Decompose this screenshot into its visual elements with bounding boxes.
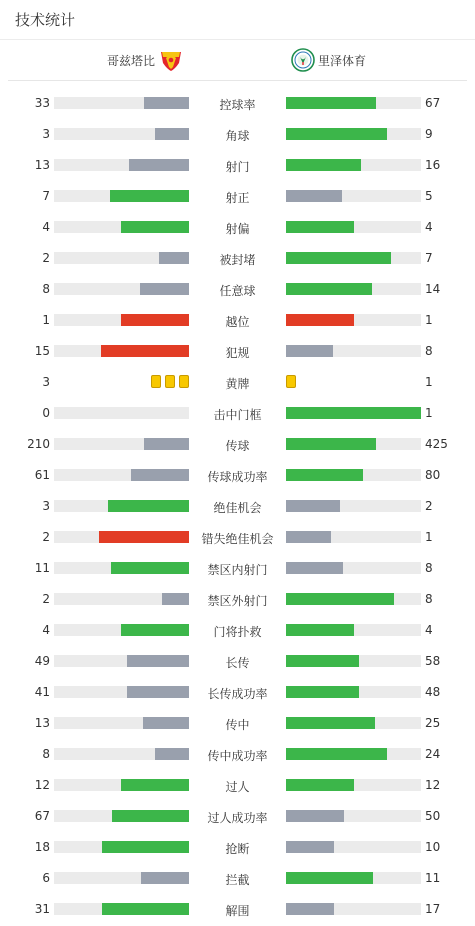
home-stat-bar-track <box>54 655 189 667</box>
stat-row <box>0 585 475 616</box>
away-stat-bar-track <box>286 190 421 202</box>
home-stat-bar-track <box>54 903 189 915</box>
away-stat-bar <box>286 221 354 233</box>
away-stat-value: 67 <box>425 96 441 110</box>
stat-row <box>0 306 475 337</box>
home-stat-value: 7 <box>42 189 50 203</box>
away-stat-bar-track <box>286 469 421 481</box>
stat-row <box>0 647 475 678</box>
stat-label: 门将扑救 <box>213 625 262 639</box>
home-stat-value: 12 <box>34 778 50 792</box>
home-stat-value: 6 <box>42 871 50 885</box>
home-stat-bar-track <box>54 717 189 729</box>
home-stat-bar-track <box>54 500 189 512</box>
stat-label: 射门 <box>225 160 250 174</box>
stat-label: 抢断 <box>225 842 250 856</box>
home-stat-bar <box>99 531 189 543</box>
home-stat-bar-track <box>54 128 189 140</box>
home-stat-value: 61 <box>34 468 50 482</box>
away-stat-bar <box>286 872 373 884</box>
away-stat-value: 1 <box>425 375 433 389</box>
home-team[interactable] <box>107 48 183 72</box>
home-stat-bar <box>127 686 189 698</box>
stat-row <box>0 523 475 554</box>
away-stat-bar-track <box>286 159 421 171</box>
stat-label: 传球 <box>225 439 250 453</box>
away-stat-bar <box>286 903 334 915</box>
stat-label: 绝佳机会 <box>213 501 262 515</box>
away-stat-value: 8 <box>425 592 433 606</box>
away-stat-value: 8 <box>425 344 433 358</box>
away-stat-bar <box>286 97 376 109</box>
away-stat-value: 11 <box>425 871 441 885</box>
stat-row <box>0 368 475 399</box>
away-stat-value: 12 <box>425 778 441 792</box>
away-stat-bar <box>286 810 344 822</box>
stat-row <box>0 833 475 864</box>
away-stat-bar-track <box>286 841 421 853</box>
home-stat-bar-track <box>54 593 189 605</box>
home-stat-bar-track <box>54 562 189 574</box>
stat-label: 拦截 <box>225 873 250 887</box>
home-stat-value: 13 <box>34 158 50 172</box>
away-stat-bar-track <box>286 810 421 822</box>
stat-row <box>0 492 475 523</box>
home-stat-value: 2 <box>42 592 50 606</box>
home-stat-value: 2 <box>42 251 50 265</box>
home-stat-bar-track <box>54 97 189 109</box>
away-stat-bar-track <box>286 314 421 326</box>
home-stat-bar <box>102 841 189 853</box>
stat-label: 禁区外射门 <box>207 594 268 608</box>
home-stat-bar-track <box>54 686 189 698</box>
home-stat-bar-track <box>54 283 189 295</box>
home-stat-value: 67 <box>34 809 50 823</box>
stat-row <box>0 182 475 213</box>
away-stat-value: 4 <box>425 220 433 234</box>
stat-label: 射正 <box>225 191 250 205</box>
home-stat-bar <box>159 252 189 264</box>
stat-label: 击中门框 <box>213 408 262 422</box>
home-stat-value: 3 <box>42 375 50 389</box>
home-team-name: 哥兹塔比 <box>106 53 155 68</box>
home-stat-bar <box>121 624 189 636</box>
stat-label: 禁区内射门 <box>207 563 268 577</box>
away-stat-bar-track <box>286 438 421 450</box>
away-stat-bar-track <box>286 655 421 667</box>
stats-header <box>0 0 475 40</box>
goztepe-logo-icon <box>159 48 183 72</box>
stat-row <box>0 864 475 895</box>
away-stat-value: 9 <box>425 127 433 141</box>
away-stat-value: 25 <box>425 716 441 730</box>
yellow-card-icon <box>165 375 175 388</box>
away-stat-value: 1 <box>425 406 433 420</box>
away-stat-value: 16 <box>425 158 441 172</box>
stat-label: 错失绝佳机会 <box>201 532 274 546</box>
away-stat-bar <box>286 469 363 481</box>
home-stat-value: 3 <box>42 127 50 141</box>
home-stat-bar-track <box>54 810 189 822</box>
away-stat-bar-track <box>286 624 421 636</box>
away-stat-bar-track <box>286 531 421 543</box>
stat-label: 犯规 <box>225 346 250 360</box>
away-stat-bar-track <box>286 686 421 698</box>
home-stat-value: 49 <box>34 654 50 668</box>
away-stat-value: 10 <box>425 840 441 854</box>
away-stat-bar <box>286 624 354 636</box>
stat-label: 传球成功率 <box>207 470 268 484</box>
teams-row <box>8 40 467 81</box>
home-stat-bar <box>143 717 189 729</box>
home-stat-value: 3 <box>42 499 50 513</box>
home-stat-value: 31 <box>34 902 50 916</box>
stat-row <box>0 895 475 926</box>
away-stat-bar-track <box>286 903 421 915</box>
home-stat-value: 8 <box>42 282 50 296</box>
home-stat-bar-track <box>54 190 189 202</box>
away-stat-bar-track <box>286 128 421 140</box>
stat-label: 传中成功率 <box>207 749 268 763</box>
away-stat-value: 425 <box>425 437 448 451</box>
stat-row <box>0 771 475 802</box>
home-stat-bar <box>140 283 189 295</box>
stat-row <box>0 244 475 275</box>
home-stat-bar <box>110 190 189 202</box>
home-stat-value: 41 <box>34 685 50 699</box>
away-stat-bar <box>286 128 387 140</box>
stat-label: 角球 <box>225 129 250 143</box>
home-stat-bar <box>141 872 189 884</box>
home-stat-bar-track <box>54 407 189 419</box>
away-stat-value: 80 <box>425 468 441 482</box>
stat-row <box>0 89 475 120</box>
home-stat-value: 1 <box>42 313 50 327</box>
away-yellow-cards <box>286 375 300 388</box>
away-stat-bar-track <box>286 407 421 419</box>
home-stat-bar-track <box>54 624 189 636</box>
away-stat-bar-track <box>286 97 421 109</box>
away-stat-bar <box>286 562 343 574</box>
stat-row <box>0 120 475 151</box>
stat-label: 黄牌 <box>225 377 250 391</box>
home-stat-bar-track <box>54 531 189 543</box>
away-stat-value: 1 <box>425 530 433 544</box>
away-stat-bar <box>286 779 354 791</box>
stat-label: 控球率 <box>219 98 256 112</box>
home-stat-bar <box>121 221 189 233</box>
away-stat-value: 17 <box>425 902 441 916</box>
stat-row <box>0 678 475 709</box>
home-stat-bar <box>144 438 189 450</box>
home-stat-bar <box>127 655 189 667</box>
away-stat-bar <box>286 655 359 667</box>
stat-label: 过人成功率 <box>207 811 268 825</box>
stat-label: 越位 <box>225 315 250 329</box>
stat-label: 过人 <box>225 780 250 794</box>
home-stat-bar <box>111 562 189 574</box>
home-stat-bar <box>121 314 189 326</box>
home-stat-bar <box>155 748 189 760</box>
away-stat-bar-track <box>286 748 421 760</box>
home-stat-bar <box>108 500 189 512</box>
home-stat-bar <box>162 593 189 605</box>
away-team[interactable] <box>291 48 366 72</box>
home-stat-bar <box>121 779 189 791</box>
away-stat-value: 1 <box>425 313 433 327</box>
away-stat-value: 24 <box>425 747 441 761</box>
home-stat-bar-track <box>54 779 189 791</box>
page-title: 技术统计 <box>15 11 76 29</box>
stat-row <box>0 213 475 244</box>
away-stat-bar <box>286 748 387 760</box>
home-stat-value: 0 <box>42 406 50 420</box>
away-stat-bar <box>286 345 333 357</box>
away-stat-value: 8 <box>425 561 433 575</box>
stat-row <box>0 151 475 182</box>
away-stat-value: 58 <box>425 654 441 668</box>
away-stat-bar <box>286 314 354 326</box>
yellow-card-icon <box>286 375 296 388</box>
home-stat-value: 210 <box>27 437 50 451</box>
stat-row <box>0 802 475 833</box>
away-stat-bar-track <box>286 593 421 605</box>
stat-label: 被封堵 <box>219 253 256 267</box>
stat-row <box>0 399 475 430</box>
stat-label: 解围 <box>225 904 250 918</box>
stat-row <box>0 275 475 306</box>
home-stat-bar-track <box>54 252 189 264</box>
away-stat-bar <box>286 686 359 698</box>
stat-row <box>0 430 475 461</box>
away-stat-value: 5 <box>425 189 433 203</box>
stat-label: 长传 <box>225 656 250 670</box>
away-stat-bar <box>286 531 331 543</box>
away-stat-bar-track <box>286 717 421 729</box>
home-stat-value: 33 <box>34 96 50 110</box>
home-stat-value: 15 <box>34 344 50 358</box>
home-stat-bar <box>101 345 189 357</box>
home-stat-bar-track <box>54 841 189 853</box>
home-stat-bar-track <box>54 159 189 171</box>
home-stat-bar-track <box>54 221 189 233</box>
stat-label: 射偏 <box>225 222 250 236</box>
home-stat-value: 4 <box>42 220 50 234</box>
stat-row <box>0 740 475 771</box>
away-stat-bar <box>286 252 391 264</box>
away-stat-bar-track <box>286 283 421 295</box>
home-stat-bar <box>155 128 189 140</box>
home-stat-bar-track <box>54 314 189 326</box>
home-stat-value: 11 <box>34 561 50 575</box>
away-stat-value: 14 <box>425 282 441 296</box>
away-stat-bar <box>286 500 340 512</box>
away-stat-bar <box>286 283 372 295</box>
away-stat-bar <box>286 190 342 202</box>
away-stat-value: 7 <box>425 251 433 265</box>
home-stat-bar <box>144 97 189 109</box>
home-stat-value: 4 <box>42 623 50 637</box>
away-stat-bar <box>286 159 361 171</box>
home-stat-bar-track <box>54 748 189 760</box>
home-stat-bar <box>102 903 189 915</box>
away-stat-bar-track <box>286 345 421 357</box>
stat-row <box>0 337 475 368</box>
away-stat-bar <box>286 593 394 605</box>
away-stat-bar <box>286 407 421 419</box>
home-stat-value: 2 <box>42 530 50 544</box>
away-stat-bar-track <box>286 252 421 264</box>
away-team-name: 里泽体育 <box>318 53 367 68</box>
home-stat-bar <box>129 159 189 171</box>
away-stat-bar <box>286 841 334 853</box>
stat-row <box>0 554 475 585</box>
away-stat-bar-track <box>286 500 421 512</box>
home-stat-value: 8 <box>42 747 50 761</box>
stat-label: 传中 <box>225 718 250 732</box>
home-stat-bar <box>131 469 189 481</box>
away-stat-value: 4 <box>425 623 433 637</box>
away-stat-value: 50 <box>425 809 441 823</box>
away-stat-bar <box>286 717 375 729</box>
home-stat-value: 18 <box>34 840 50 854</box>
away-stat-value: 48 <box>425 685 441 699</box>
away-stat-bar-track <box>286 562 421 574</box>
stat-label: 任意球 <box>219 284 256 298</box>
yellow-card-icon <box>151 375 161 388</box>
away-stat-bar-track <box>286 872 421 884</box>
stat-row <box>0 461 475 492</box>
home-stat-bar-track <box>54 469 189 481</box>
home-stat-bar <box>112 810 189 822</box>
away-stat-bar-track <box>286 221 421 233</box>
yellow-card-icon <box>179 375 189 388</box>
stat-label: 长传成功率 <box>207 687 268 701</box>
away-stat-value: 2 <box>425 499 433 513</box>
stat-row <box>0 709 475 740</box>
home-stat-bar-track <box>54 438 189 450</box>
stat-row <box>0 616 475 647</box>
away-stat-bar-track <box>286 779 421 791</box>
rizespor-logo-icon <box>291 48 315 72</box>
home-yellow-cards <box>147 375 189 388</box>
home-stat-value: 13 <box>34 716 50 730</box>
home-stat-bar-track <box>54 872 189 884</box>
home-stat-bar-track <box>54 345 189 357</box>
away-stat-bar <box>286 438 376 450</box>
